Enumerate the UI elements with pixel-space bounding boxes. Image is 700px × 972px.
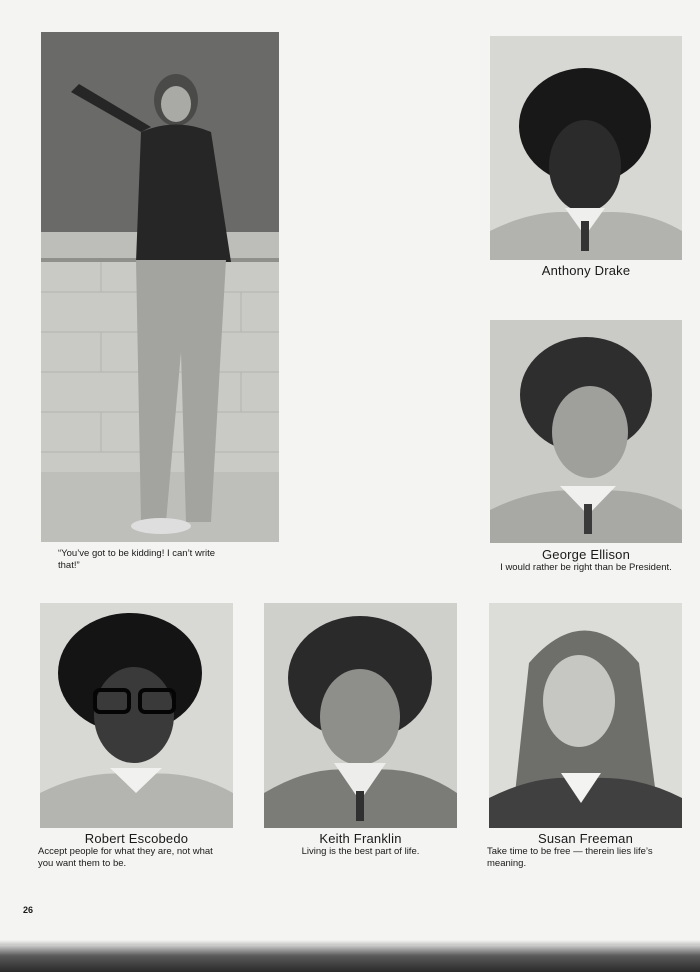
candid-caption-line2: that!” (58, 560, 80, 571)
portrait-photo-robert-escobedo (40, 603, 233, 828)
portrait-photo-keith-franklin (264, 603, 457, 828)
page-number: 26 (23, 905, 34, 915)
portrait-quote-robert-escobedo-line1: Accept people for what they are, not what (38, 846, 213, 857)
portrait-name-anthony-drake: Anthony Drake (541, 263, 631, 278)
portrait-quote-george-ellison: I would rather be right than be President. (500, 562, 672, 573)
portrait-quote-susan-freeman (487, 846, 687, 870)
portrait-name-susan-freeman: Susan Freeman (537, 831, 634, 846)
portrait-name-robert-escobedo: Robert Escobedo (84, 831, 189, 846)
portrait-photo-george-ellison (490, 320, 682, 543)
portrait-photo-anthony-drake (490, 36, 682, 260)
portrait-name-keith-franklin: Keith Franklin (319, 831, 402, 846)
portrait-photo-susan-freeman (489, 603, 682, 828)
portrait-quote-susan-freeman-line1: Take time to be free — therein lies life’s (487, 846, 653, 857)
portrait-quote-robert-escobedo (38, 846, 238, 870)
portrait-name-george-ellison: George Ellison (541, 547, 631, 562)
portrait-quote-susan-freeman-line2: meaning. (487, 858, 527, 869)
candid-photo (41, 32, 279, 542)
portrait-quote-keith-franklin: Living is the best part of life. (301, 846, 420, 857)
portrait-quote-robert-escobedo-line2: you want them to be. (38, 858, 127, 869)
candid-caption-line1: “You’ve got to be kidding! I can’t write (58, 548, 216, 559)
page-bottom-edge (0, 945, 700, 972)
candid-caption (58, 548, 258, 572)
